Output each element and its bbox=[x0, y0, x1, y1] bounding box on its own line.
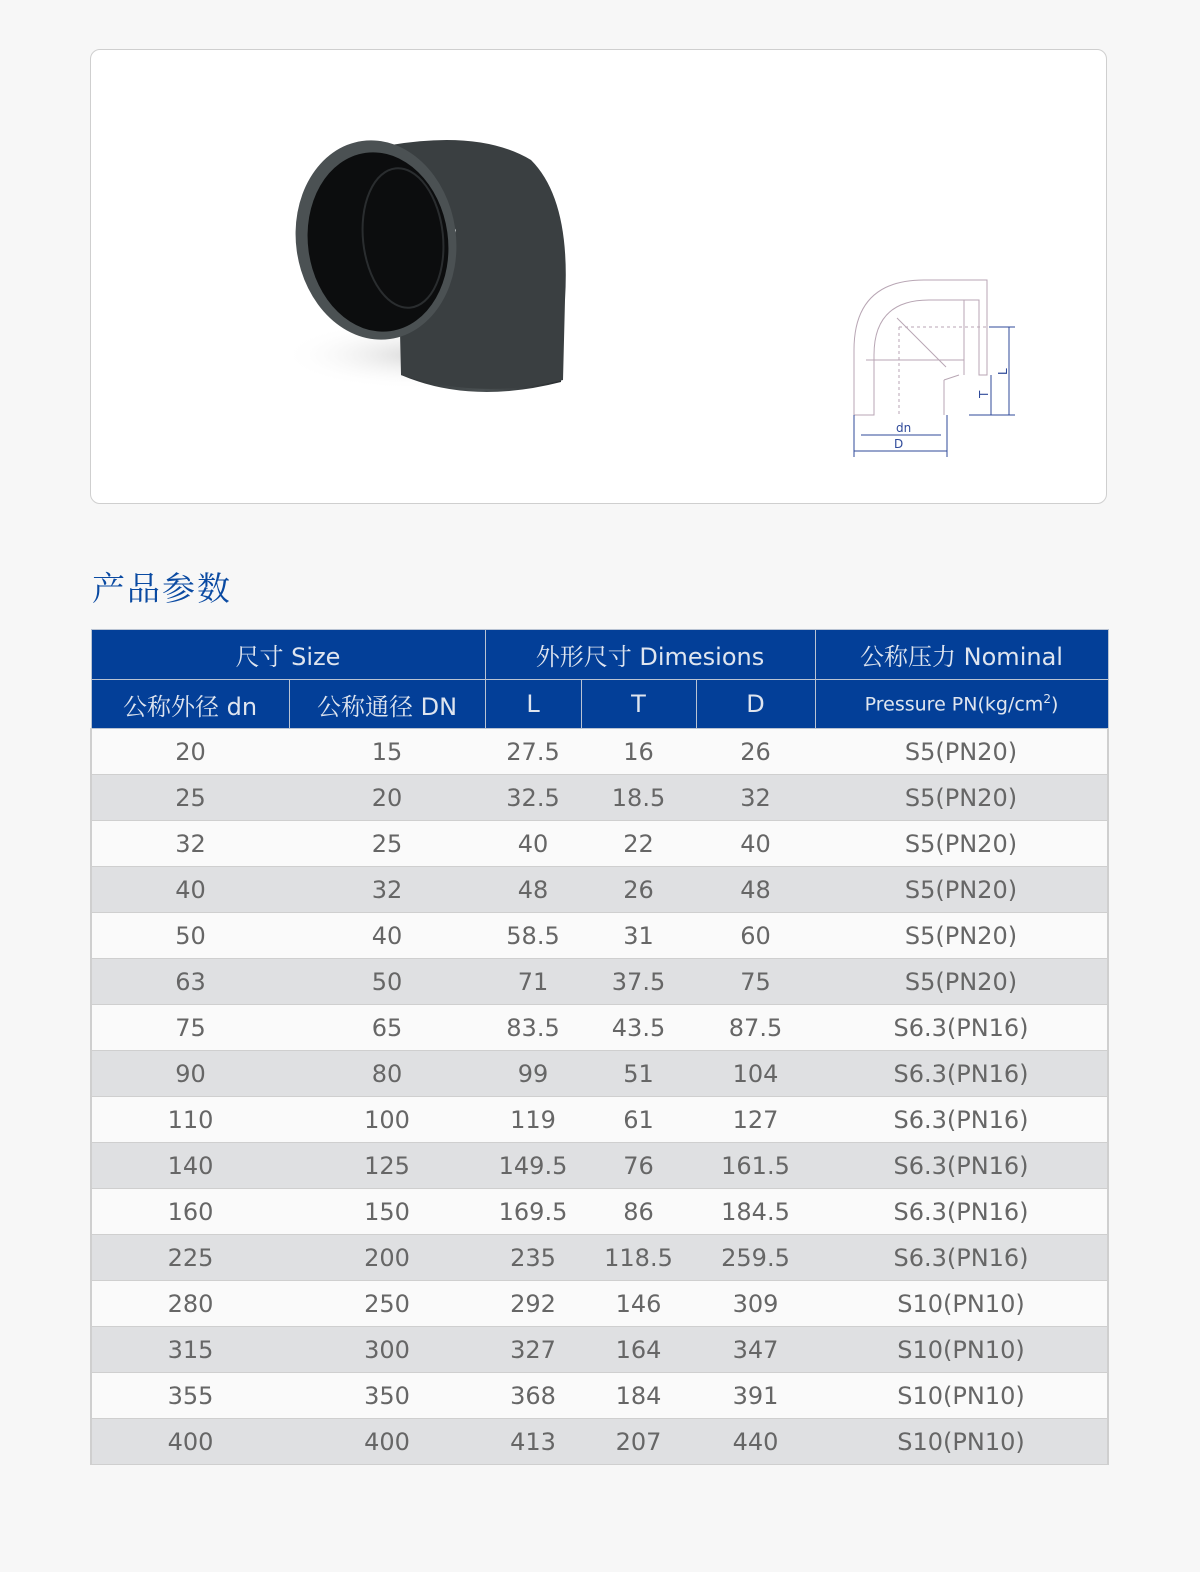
cell-L: 27.5 bbox=[485, 729, 581, 775]
cell-L: 235 bbox=[485, 1235, 581, 1281]
cell-DN: 25 bbox=[289, 821, 485, 867]
elbow-photo bbox=[281, 120, 591, 420]
cell-PN: S10(PN10) bbox=[815, 1327, 1108, 1373]
cell-PN: S6.3(PN16) bbox=[815, 1005, 1108, 1051]
svg-text:L: L bbox=[996, 368, 1010, 375]
cell-PN: S6.3(PN16) bbox=[815, 1143, 1108, 1189]
cell-DN: 200 bbox=[289, 1235, 485, 1281]
cell-D: 60 bbox=[696, 913, 815, 959]
cell-D: 32 bbox=[696, 775, 815, 821]
cell-L: 119 bbox=[485, 1097, 581, 1143]
table-row bbox=[91, 959, 1108, 1005]
cell-dn: 40 bbox=[91, 867, 289, 913]
cell-DN: 250 bbox=[289, 1281, 485, 1327]
cell-dn: 75 bbox=[91, 1005, 289, 1051]
table-row bbox=[91, 775, 1108, 821]
cell-D: 104 bbox=[696, 1051, 815, 1097]
cell-L: 58.5 bbox=[485, 913, 581, 959]
cell-PN: S5(PN20) bbox=[815, 867, 1108, 913]
cell-PN: S6.3(PN16) bbox=[815, 1235, 1108, 1281]
cell-T: 207 bbox=[581, 1419, 696, 1465]
cell-T: 31 bbox=[581, 913, 696, 959]
cell-PN: S10(PN10) bbox=[815, 1373, 1108, 1419]
cell-D: 184.5 bbox=[696, 1189, 815, 1235]
cell-DN: 15 bbox=[289, 729, 485, 775]
cell-T: 184 bbox=[581, 1373, 696, 1419]
cell-PN: S5(PN20) bbox=[815, 821, 1108, 867]
dimension-drawing bbox=[839, 275, 1039, 460]
cell-PN: S5(PN20) bbox=[815, 729, 1108, 775]
table-row bbox=[91, 1143, 1108, 1189]
cell-L: 40 bbox=[485, 821, 581, 867]
cell-DN: 65 bbox=[289, 1005, 485, 1051]
cell-D: 391 bbox=[696, 1373, 815, 1419]
table-row bbox=[91, 821, 1108, 867]
cell-L: 48 bbox=[485, 867, 581, 913]
cell-DN: 300 bbox=[289, 1327, 485, 1373]
cell-PN: S5(PN20) bbox=[815, 913, 1108, 959]
cell-DN: 150 bbox=[289, 1189, 485, 1235]
cell-PN: S10(PN10) bbox=[815, 1281, 1108, 1327]
cell-dn: 110 bbox=[91, 1097, 289, 1143]
header-D: D bbox=[696, 680, 815, 729]
cell-PN: S6.3(PN16) bbox=[815, 1051, 1108, 1097]
header-L: L bbox=[485, 680, 581, 729]
cell-dn: 140 bbox=[91, 1143, 289, 1189]
cell-D: 309 bbox=[696, 1281, 815, 1327]
table-row bbox=[91, 1097, 1108, 1143]
cell-DN: 80 bbox=[289, 1051, 485, 1097]
header-dimensions: 外形尺寸 Dimesions bbox=[485, 630, 815, 680]
header-size: 尺寸 Size bbox=[91, 630, 485, 680]
cell-D: 40 bbox=[696, 821, 815, 867]
cell-L: 99 bbox=[485, 1051, 581, 1097]
cell-dn: 32 bbox=[91, 821, 289, 867]
cell-D: 75 bbox=[696, 959, 815, 1005]
table-row bbox=[91, 867, 1108, 913]
header-pressure: 公称压力 Nominal bbox=[815, 630, 1108, 680]
cell-PN: S6.3(PN16) bbox=[815, 1189, 1108, 1235]
cell-T: 51 bbox=[581, 1051, 696, 1097]
cell-dn: 355 bbox=[91, 1373, 289, 1419]
cell-PN: S10(PN10) bbox=[815, 1419, 1108, 1465]
header-DN: 公称通径 DN bbox=[289, 680, 485, 729]
cell-PN: S5(PN20) bbox=[815, 959, 1108, 1005]
cell-D: 48 bbox=[696, 867, 815, 913]
header-pressure-unit: Pressure $PN(kg/cm^2)$ bbox=[815, 680, 1108, 729]
cell-L: 368 bbox=[485, 1373, 581, 1419]
table-row bbox=[91, 1235, 1108, 1281]
cell-L: 413 bbox=[485, 1419, 581, 1465]
cell-D: 347 bbox=[696, 1327, 815, 1373]
svg-text:T: T bbox=[977, 390, 991, 398]
header-T: T bbox=[581, 680, 696, 729]
cell-dn: 280 bbox=[91, 1281, 289, 1327]
cell-PN: S6.3(PN16) bbox=[815, 1097, 1108, 1143]
cell-DN: 350 bbox=[289, 1373, 485, 1419]
table-row bbox=[91, 1373, 1108, 1419]
cell-dn: 90 bbox=[91, 1051, 289, 1097]
cell-T: 37.5 bbox=[581, 959, 696, 1005]
cell-D: 87.5 bbox=[696, 1005, 815, 1051]
svg-text:dn: dn bbox=[896, 421, 912, 435]
cell-DN: 20 bbox=[289, 775, 485, 821]
section-title: 产品参数 bbox=[92, 569, 232, 608]
table-row bbox=[91, 1189, 1108, 1235]
cell-DN: 40 bbox=[289, 913, 485, 959]
table-row bbox=[91, 913, 1108, 959]
cell-D: 440 bbox=[696, 1419, 815, 1465]
cell-T: 86 bbox=[581, 1189, 696, 1235]
cell-L: 71 bbox=[485, 959, 581, 1005]
cell-L: 83.5 bbox=[485, 1005, 581, 1051]
cell-PN: S5(PN20) bbox=[815, 775, 1108, 821]
cell-T: 22 bbox=[581, 821, 696, 867]
cell-dn: 160 bbox=[91, 1189, 289, 1235]
cell-dn: 315 bbox=[91, 1327, 289, 1373]
cell-L: 327 bbox=[485, 1327, 581, 1373]
cell-dn: 225 bbox=[91, 1235, 289, 1281]
cell-dn: 25 bbox=[91, 775, 289, 821]
cell-T: 146 bbox=[581, 1281, 696, 1327]
cell-T: 26 bbox=[581, 867, 696, 913]
cell-D: 127 bbox=[696, 1097, 815, 1143]
table-row bbox=[91, 1419, 1108, 1465]
cell-L: 32.5 bbox=[485, 775, 581, 821]
cell-dn: 400 bbox=[91, 1419, 289, 1465]
cell-L: 149.5 bbox=[485, 1143, 581, 1189]
cell-dn: 20 bbox=[91, 729, 289, 775]
spec-table bbox=[90, 629, 1109, 1465]
cell-D: 259.5 bbox=[696, 1235, 815, 1281]
table-row bbox=[91, 1327, 1108, 1373]
cell-DN: 32 bbox=[289, 867, 485, 913]
table-row bbox=[91, 1281, 1108, 1327]
cell-T: 16 bbox=[581, 729, 696, 775]
cell-dn: 63 bbox=[91, 959, 289, 1005]
product-image-card bbox=[90, 49, 1107, 504]
cell-DN: 400 bbox=[289, 1419, 485, 1465]
header-dn: 公称外径 dn bbox=[91, 680, 289, 729]
cell-L: 292 bbox=[485, 1281, 581, 1327]
cell-DN: 50 bbox=[289, 959, 485, 1005]
svg-text:D: D bbox=[894, 437, 904, 451]
cell-D: 26 bbox=[696, 729, 815, 775]
cell-T: 118.5 bbox=[581, 1235, 696, 1281]
cell-DN: 125 bbox=[289, 1143, 485, 1189]
table-row bbox=[91, 1005, 1108, 1051]
cell-T: 43.5 bbox=[581, 1005, 696, 1051]
cell-D: 161.5 bbox=[696, 1143, 815, 1189]
table-row bbox=[91, 1051, 1108, 1097]
table-row bbox=[91, 729, 1108, 775]
cell-dn: 50 bbox=[91, 913, 289, 959]
cell-T: 76 bbox=[581, 1143, 696, 1189]
cell-T: 18.5 bbox=[581, 775, 696, 821]
cell-T: 164 bbox=[581, 1327, 696, 1373]
cell-L: 169.5 bbox=[485, 1189, 581, 1235]
cell-T: 61 bbox=[581, 1097, 696, 1143]
cell-DN: 100 bbox=[289, 1097, 485, 1143]
